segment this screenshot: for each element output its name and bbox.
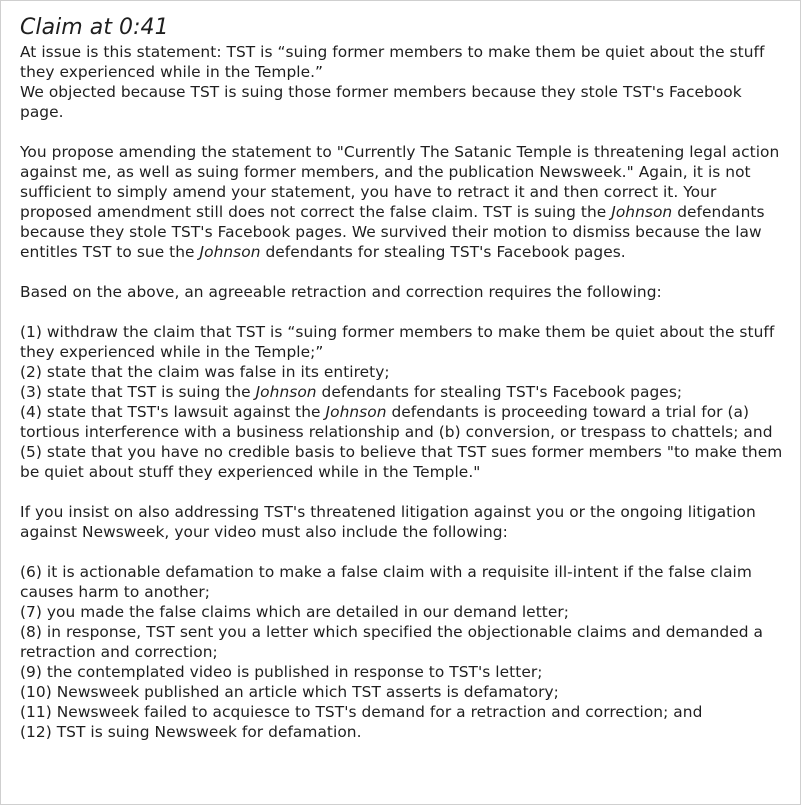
litigation-item: (6) it is actionable defamation to make a false claim with a requisite ill-intent if the false claim causes harm to another; — [20, 563, 752, 601]
proposal-text-a: You propose amending the statement to "Currently The Satanic Temple is threatening legal action against me, as well as suing former members, and the publication Newsweek." Again, it is not sufficient to simply amend your statement, you have to retract it and then correct it. Your proposed amendment still does not correct the false claim. TST is suing the — [20, 143, 780, 221]
issue-statement — [20, 42, 790, 122]
proposal-text-b: defendants because they stole TST's Facebook pages. We survived their motion to dismiss because the law entitles TST to sue the — [20, 203, 765, 261]
litigation-item: (10) Newsweek published an article which TST asserts is defamatory; — [20, 683, 559, 701]
requirement-item: (5) state that you have no credible basis to believe that TST sues former members "to make them be quiet about stuff they experienced while in the Temple." — [20, 443, 783, 481]
johnson-italic: Johnson — [325, 403, 387, 421]
litigation-intro: If you insist on also addressing TST's threatened litigation against you or the ongoing litigation against Newsweek, your video must also include the following: — [20, 503, 756, 541]
litigation-item: (12) TST is suing Newsweek for defamation. — [20, 723, 362, 741]
proposal-text-c: defendants for stealing TST's Facebook pages. — [260, 243, 626, 261]
requirement-text: (3) state that TST is suing the — [20, 383, 256, 401]
requirement-item: (1) withdraw the claim that TST is “suing former members to make them be quiet about the stuff they experienced while in the Temple;” — [20, 323, 775, 361]
paragraph-gap — [20, 122, 790, 142]
litigation-item: (7) you made the false claims which are detailed in our demand letter; — [20, 603, 570, 621]
requirement-text: (4) state that TST's lawsuit against the — [20, 403, 326, 421]
johnson-italic: Johnson — [255, 383, 317, 401]
paragraph-gap — [20, 542, 790, 562]
litigation-item: (9) the contemplated video is published in response to TST's letter; — [20, 663, 543, 681]
paragraph-gap — [20, 262, 790, 282]
paragraph-gap — [20, 302, 790, 322]
requirements-intro: Based on the above, an agreeable retraction and correction requires the following: — [20, 283, 662, 301]
johnson-italic: Johnson — [611, 203, 673, 221]
johnson-italic: Johnson — [199, 243, 261, 261]
issue-line: At issue is this statement: TST is “suing former members to make them be quiet about the stuff they experienced while in the Temple.” — [20, 43, 765, 81]
requirement-text: defendants is proceeding toward a trial for (a) tortious interference with a business relationship and (b) conversion, or trespass to chattels; and — [20, 403, 773, 441]
requirement-item — [20, 402, 790, 442]
objection-line: We objected because TST is suing those former members because they stole TST's Facebook page. — [20, 83, 742, 121]
proposal-paragraph — [20, 142, 790, 262]
requirement-text: defendants for stealing TST's Facebook pages; — [316, 383, 683, 401]
page-heading: Claim at 0:41 — [20, 15, 169, 40]
requirement-item — [20, 382, 790, 402]
paragraph-gap — [20, 482, 790, 502]
litigation-item: (11) Newsweek failed to acquiesce to TST's demand for a retraction and correction; and — [20, 703, 703, 721]
letter-body — [20, 14, 790, 742]
requirement-item: (2) state that the claim was false in its entirety; — [20, 363, 390, 381]
litigation-item: (8) in response, TST sent you a letter which specified the objectionable claims and demanded a retraction and correction; — [20, 623, 763, 661]
